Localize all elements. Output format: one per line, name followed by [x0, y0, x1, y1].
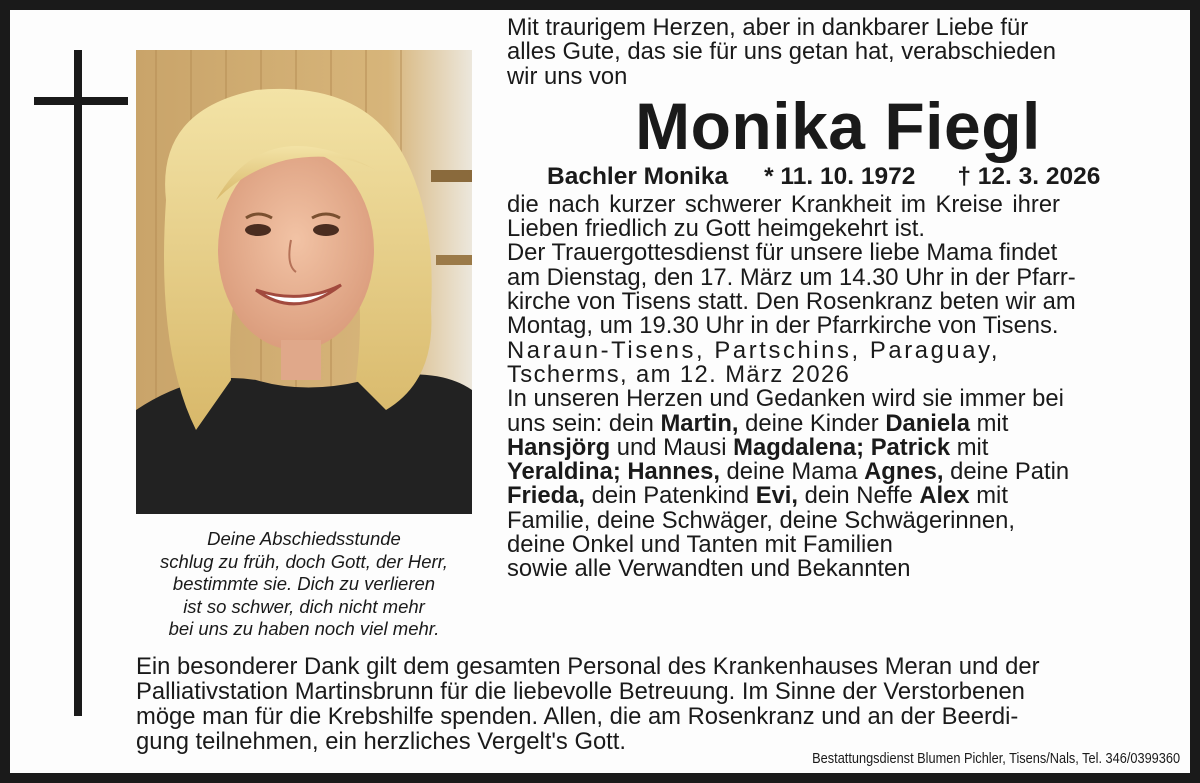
- mourners-line: Familie, deine Schwäger, deine Schwägerinnen,: [507, 506, 1015, 534]
- intro-line: wir uns von: [507, 62, 628, 90]
- mourners-line: uns sein: dein Martin, deine Kinder Daniela mit: [507, 409, 1009, 437]
- thanks-line: gung teilnehmen, ein herzliches Vergelt's Gott.: [136, 728, 627, 755]
- body-line: Montag, um 19.30 Uhr in der Pfarrkirche von Tisens.: [507, 312, 1059, 340]
- mourners-line: Frieda, dein Patenkind Evi, dein Neffe Alex mit: [507, 482, 1008, 510]
- mourners-line: In unseren Herzen und Gedanken wird sie immer bei: [507, 385, 1064, 413]
- body-line: Der Trauergottesdienst für unsere liebe Mama findet: [507, 239, 1058, 267]
- deceased-name: Monika Fiegl: [635, 88, 1041, 163]
- thanks-paragraph: [136, 654, 1176, 754]
- cross-icon-bar: [34, 97, 128, 105]
- intro-line: alles Gute, das sie für uns getan hat, verabschieden: [507, 38, 1056, 66]
- verse-line: ist so schwer, dich nicht mehr: [183, 595, 425, 617]
- obituary-text: [507, 16, 1169, 582]
- body-line: am Dienstag, den 17. März um 14.30 Uhr in der Pfarr-: [507, 263, 1076, 291]
- body-line: Lieben friedlich zu Gott heimgekehrt ist.: [507, 215, 925, 243]
- body-line: kirche von Tisens statt. Den Rosenkranz beten wir am: [507, 288, 1076, 316]
- birth-name: Bachler Monika: [547, 162, 729, 190]
- mourners-line: deine Onkel und Tanten mit Familien: [507, 531, 893, 559]
- portrait-photo: [136, 50, 472, 514]
- cross-icon: [74, 50, 82, 716]
- verse-line: bestimmte sie. Dich zu verlieren: [172, 573, 436, 594]
- mourners-line: sowie alle Verwandten und Bekannten: [507, 555, 911, 583]
- memorial-verse: [130, 528, 478, 641]
- birth-date: * 11. 10. 1972: [764, 162, 916, 190]
- verse-line: schlug zu früh, doch Gott, der Herr,: [160, 550, 448, 572]
- death-date: † 12. 3. 2026: [957, 162, 1101, 190]
- thanks-line: Palliativstation Martinsbrunn für die liebevolle Betreuung. Im Sinne der Verstorbenen: [136, 678, 1025, 705]
- undertaker-credit: Bestattungsdienst Blumen Pichler, Tisens/Nals, Tel. 346/0399360: [812, 751, 1180, 767]
- mourners-line: Hansjörg und Mausi Magdalena; Patrick mit: [507, 433, 989, 461]
- life-dates: [507, 161, 1169, 193]
- mourners-line: Yeraldina; Hannes, deine Mama Agnes, deine Patin: [507, 458, 1070, 486]
- verse-line: Deine Abschiedsstunde: [207, 528, 401, 549]
- intro-line: Mit traurigem Herzen, aber in dankbarer Liebe für: [507, 14, 1029, 41]
- verse-line: bei uns zu haben noch viel mehr.: [168, 618, 440, 639]
- thanks-line: möge man für die Krebshilfe spenden. Allen, die am Rosenkranz und an der Beerdi-: [136, 703, 1019, 730]
- places-line: Tscherms, am 12. März 2026: [507, 360, 851, 388]
- thanks-line: Ein besonderer Dank gilt dem gesamten Personal des Krankenhauses Meran und der: [136, 653, 1040, 680]
- body-line: die nach kurzer schwerer Krankheit im Kreise ihrer: [507, 190, 1060, 218]
- places-line: Naraun-Tisens, Partschins, Paraguay,: [507, 336, 1001, 364]
